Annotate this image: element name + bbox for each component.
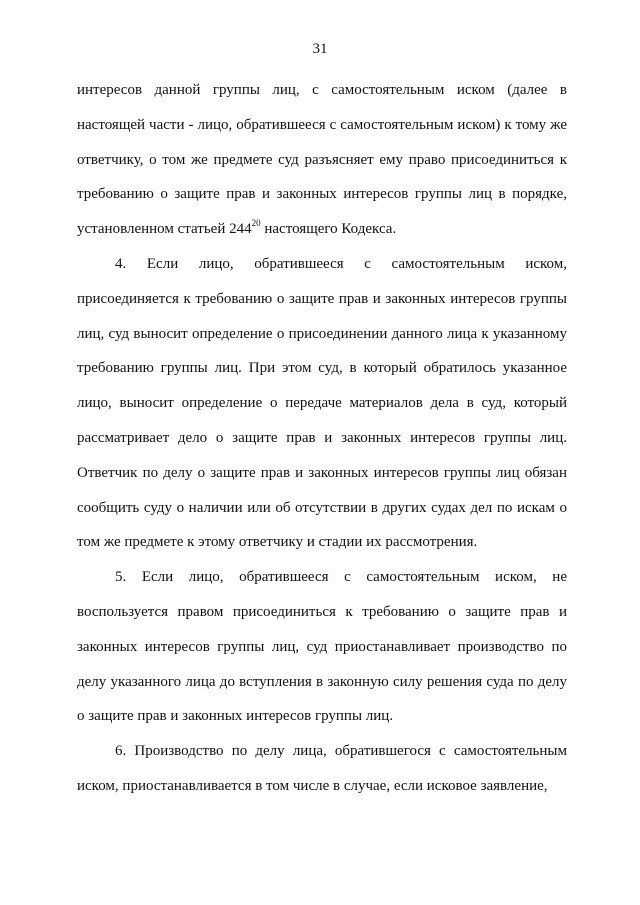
document-body	[77, 73, 567, 804]
paragraph-text: интересов данной группы лиц, с самостоятельным иском (далее в настоящей части - лицо, обратившееся с самостоятельным иском) к тому же ответчику, о том же предмете суд разъясняет ему право присоединиться к требованию о защите прав и законных интересов группы лиц в порядке, установленном статьей 244	[77, 82, 567, 238]
paragraph-text-end: настоящего Кодекса.	[260, 221, 397, 238]
paragraph-continuation	[77, 73, 567, 247]
page-number: 31	[312, 41, 328, 57]
article-superscript: 20	[251, 218, 261, 229]
paragraph-4: 4. Если лицо, обратившееся с самостоятельным иском, присоединяется к требованию о защите прав и законных интересов группы лиц, суд выносит определение о присоединении данного лица к указанному требованию группы лиц. При этом суд, в который обратилось указанное лицо, выносит определение о передаче материалов дела в суд, который рассматривает дело о защите прав и законных интересов группы лиц. Ответчик по делу о защите прав и законных интересов группы лиц обязан сообщить суду о наличии или об отсутствии в других судах дел по искам о том же предмете к этому ответчику и стадии их рассмотрения.	[77, 255, 567, 551]
paragraph-6: 6. Производство по делу лица, обратившегося с самостоятельным иском, приостанавливается в том числе в случае, если исковое заявление,	[77, 743, 567, 794]
paragraph-5: 5. Если лицо, обратившееся с самостоятельным иском, не воспользуется правом присоединиться к требованию о защите прав и законных интересов группы лиц, суд приостанавливает производство по делу указанного лица до вступления в законную силу решения суда по делу о защите прав и законных интересов группы лиц.	[77, 569, 567, 725]
